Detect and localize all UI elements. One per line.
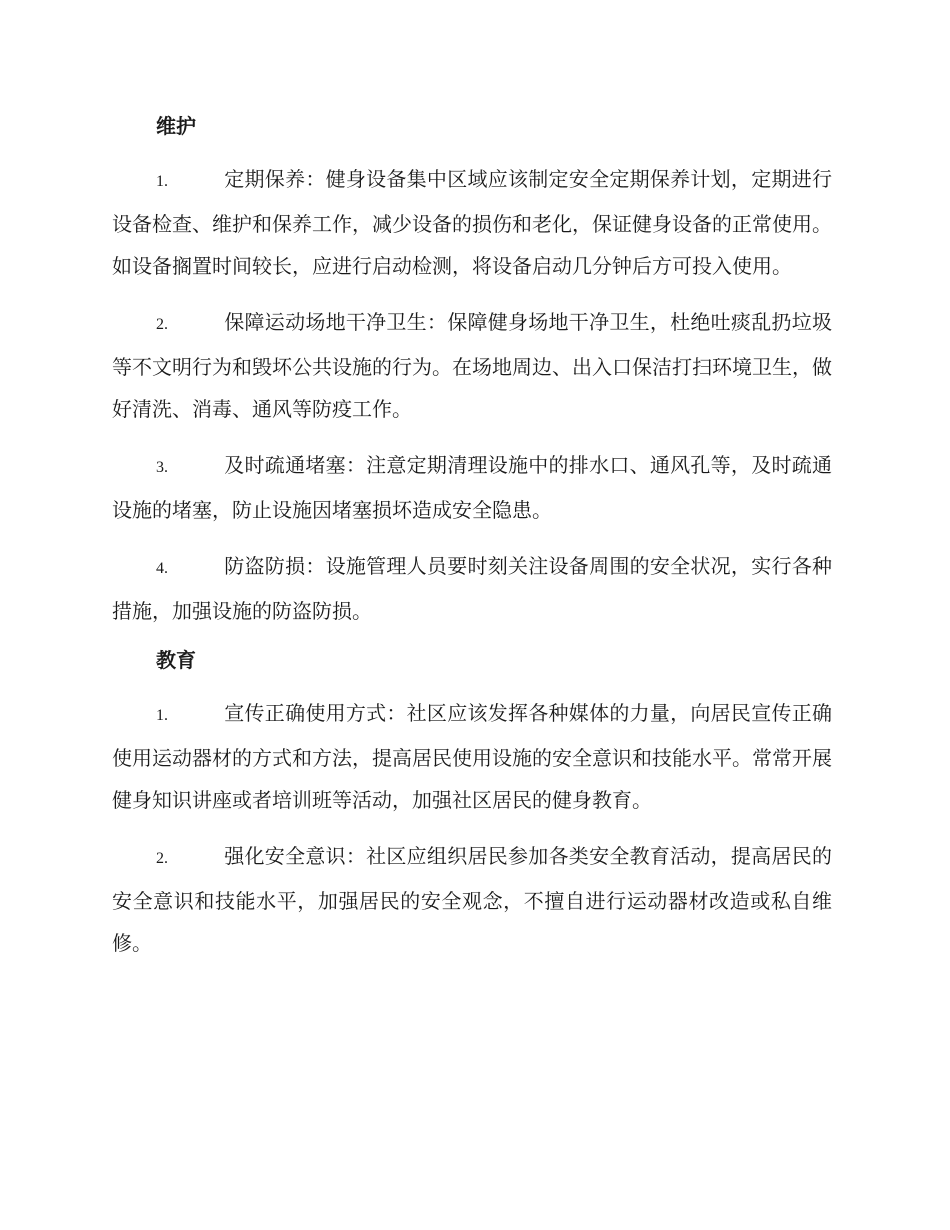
list-item-text: 强化安全意识：社区应组织居民参加各类安全教育活动，提高居民的安全意识和技能水平，加强居民的安全观念，不擅自进行运动器材改造或私自维修。 <box>112 844 832 955</box>
list-item-text: 定期保养：健身设备集中区域应该制定安全定期保养计划，定期进行设备检查、维护和保养工作，减少设备的损伤和老化，保证健身设备的正常使用。如设备搁置时间较长，应进行启动检测，将设备启动几分钟后方可投入使用。 <box>112 167 832 278</box>
list-number: 2. <box>156 316 168 333</box>
list-number: 1. <box>156 707 168 724</box>
list-number: 2. <box>156 850 168 867</box>
list-item <box>112 301 832 430</box>
list-number: 3. <box>156 459 168 476</box>
list-item <box>112 158 832 287</box>
list-item <box>112 444 832 531</box>
list-number: 1. <box>156 173 168 190</box>
list-item <box>112 545 832 632</box>
list-item-text: 防盗防损：设施管理人员要时刻关注设备周围的安全状况，实行各种措施，加强设施的防盗防损。 <box>112 554 832 623</box>
list-item-text: 及时疏通堵塞：注意定期清理设施中的排水口、通风孔等，及时疏通设施的堵塞，防止设施因堵塞损坏造成安全隐患。 <box>112 453 832 522</box>
list-item <box>112 835 832 964</box>
section-heading-maintenance: 维护 <box>156 114 196 138</box>
list-item-text: 保障运动场地干净卫生：保障健身场地干净卫生，杜绝吐痰乱扔垃圾等不文明行为和毁坏公共设施的行为。在场地周边、出入口保洁打扫环境卫生，做好清洗、消毒、通风等防疫工作。 <box>112 310 832 421</box>
section-heading-education: 教育 <box>156 648 196 672</box>
list-number: 4. <box>156 560 168 577</box>
list-item-text: 宣传正确使用方式：社区应该发挥各种媒体的力量，向居民宣传正确使用运动器材的方式和方法，提高居民使用设施的安全意识和技能水平。常常开展健身知识讲座或者培训班等活动，加强社区居民的健身教育。 <box>112 701 832 812</box>
document-page <box>112 100 832 978</box>
list-item <box>112 692 832 821</box>
